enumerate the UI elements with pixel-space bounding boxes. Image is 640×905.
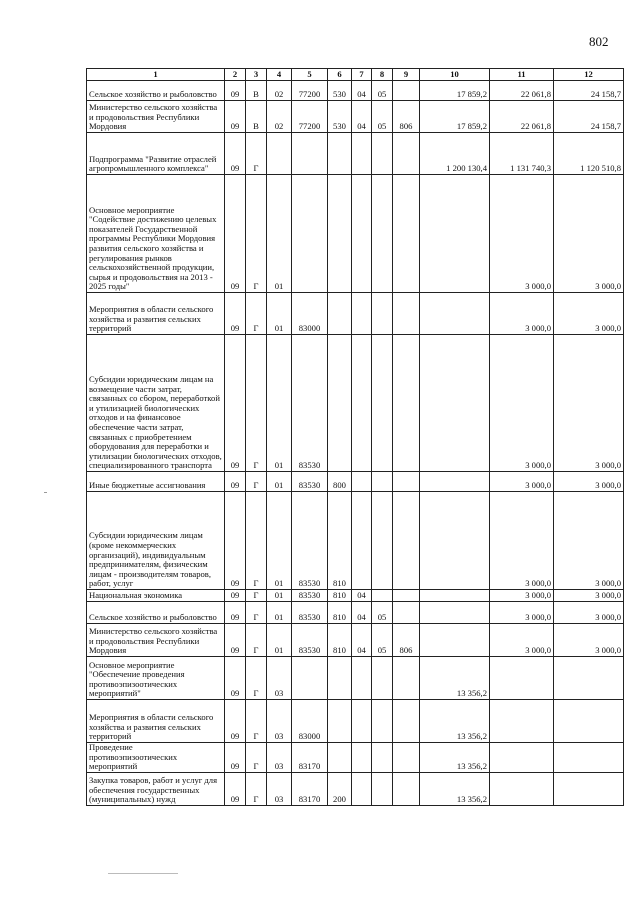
row-name: Сельское хозяйство и рыболовство <box>87 602 225 624</box>
table-row <box>87 175 624 293</box>
cell-c10: 17 859,2 <box>420 101 490 133</box>
cell-c11: 3 000,0 <box>490 175 554 293</box>
table-row <box>87 492 624 590</box>
cell-c4: 01 <box>267 293 292 335</box>
cell-c6: 530 <box>328 101 352 133</box>
cell-c2: 09 <box>225 101 246 133</box>
cell-c9 <box>393 335 420 472</box>
cell-c11: 1 131 740,3 <box>490 133 554 175</box>
cell-c2: 09 <box>225 81 246 101</box>
cell-c12: 3 000,0 <box>554 335 624 472</box>
cell-c5: 83000 <box>292 700 328 743</box>
cell-c3: Г <box>246 492 267 590</box>
cell-c11 <box>490 700 554 743</box>
cell-c12: 3 000,0 <box>554 602 624 624</box>
column-header: 9 <box>393 69 420 81</box>
cell-c5: 83530 <box>292 472 328 492</box>
cell-c9 <box>393 743 420 773</box>
column-header: 3 <box>246 69 267 81</box>
table-row <box>87 772 624 805</box>
cell-c3: Г <box>246 590 267 602</box>
cell-c7: 04 <box>352 81 372 101</box>
cell-c12 <box>554 700 624 743</box>
row-name: Национальная экономика <box>87 590 225 602</box>
row-name: Иные бюджетные ассигнования <box>87 472 225 492</box>
cell-c7: 04 <box>352 624 372 657</box>
cell-c6 <box>328 700 352 743</box>
table-row <box>87 700 624 743</box>
cell-c10 <box>420 590 490 602</box>
cell-c12: 1 120 510,8 <box>554 133 624 175</box>
cell-c7 <box>352 133 372 175</box>
row-name: Основное мероприятие "Содействие достижению целевых показателей Государственной программы Республики Мордовия развития сельского хозяйства и регулирования рынков сельскохозяйственной продукции, сырья и продовольствия на 2013 - 2025 годы" <box>87 175 225 293</box>
table-row <box>87 624 624 657</box>
cell-c7: 04 <box>352 590 372 602</box>
cell-c9 <box>393 293 420 335</box>
cell-c6 <box>328 133 352 175</box>
cell-c4: 01 <box>267 472 292 492</box>
cell-c5: 83000 <box>292 293 328 335</box>
cell-c8 <box>372 700 393 743</box>
cell-c3: Г <box>246 602 267 624</box>
cell-c2: 09 <box>225 743 246 773</box>
cell-c5: 83170 <box>292 772 328 805</box>
cell-c2: 09 <box>225 492 246 590</box>
column-header: 8 <box>372 69 393 81</box>
cell-c12: 3 000,0 <box>554 175 624 293</box>
column-header: 12 <box>554 69 624 81</box>
cell-c2: 09 <box>225 472 246 492</box>
cell-c8 <box>372 293 393 335</box>
cell-c8 <box>372 772 393 805</box>
cell-c5: 83530 <box>292 590 328 602</box>
cell-c6 <box>328 657 352 700</box>
cell-c5 <box>292 133 328 175</box>
cell-c4 <box>267 133 292 175</box>
cell-c10: 13 356,2 <box>420 772 490 805</box>
cell-c12: 3 000,0 <box>554 624 624 657</box>
cell-c3: В <box>246 101 267 133</box>
cell-c9 <box>393 602 420 624</box>
cell-c10: 13 356,2 <box>420 743 490 773</box>
cell-c6 <box>328 293 352 335</box>
cell-c9 <box>393 81 420 101</box>
cell-c4: 03 <box>267 657 292 700</box>
cell-c9 <box>393 657 420 700</box>
cell-c7 <box>352 175 372 293</box>
cell-c11: 3 000,0 <box>490 624 554 657</box>
column-header: 1 <box>87 69 225 81</box>
cell-c2: 09 <box>225 602 246 624</box>
scan-mark <box>44 492 47 493</box>
cell-c7 <box>352 700 372 743</box>
cell-c9 <box>393 175 420 293</box>
cell-c12: 24 158,7 <box>554 101 624 133</box>
cell-c5 <box>292 657 328 700</box>
cell-c4: 01 <box>267 590 292 602</box>
cell-c3: Г <box>246 293 267 335</box>
row-name: Проведение противоэпизоотических мероприятий <box>87 743 225 773</box>
cell-c5: 83530 <box>292 335 328 472</box>
cell-c2: 09 <box>225 700 246 743</box>
cell-c4: 03 <box>267 700 292 743</box>
cell-c5: 83530 <box>292 624 328 657</box>
cell-c10 <box>420 472 490 492</box>
cell-c9: 806 <box>393 101 420 133</box>
column-header: 5 <box>292 69 328 81</box>
cell-c5: 77200 <box>292 101 328 133</box>
table-row <box>87 602 624 624</box>
cell-c7 <box>352 335 372 472</box>
table-row <box>87 472 624 492</box>
cell-c10 <box>420 492 490 590</box>
column-header: 7 <box>352 69 372 81</box>
scan-mark <box>108 873 178 874</box>
cell-c2: 09 <box>225 772 246 805</box>
row-name: Закупка товаров, работ и услуг для обеспечения государственных (муниципальных) нужд <box>87 772 225 805</box>
cell-c2: 09 <box>225 590 246 602</box>
cell-c2: 09 <box>225 335 246 472</box>
cell-c9: 806 <box>393 624 420 657</box>
cell-c9 <box>393 492 420 590</box>
cell-c9 <box>393 772 420 805</box>
cell-c6: 810 <box>328 602 352 624</box>
cell-c6: 810 <box>328 492 352 590</box>
cell-c7: 04 <box>352 602 372 624</box>
column-header: 11 <box>490 69 554 81</box>
cell-c3: Г <box>246 335 267 472</box>
cell-c12 <box>554 772 624 805</box>
row-name: Мероприятия в области сельского хозяйства и развития сельских территорий <box>87 293 225 335</box>
cell-c3: В <box>246 81 267 101</box>
cell-c4: 02 <box>267 101 292 133</box>
cell-c4: 03 <box>267 772 292 805</box>
table-row <box>87 590 624 602</box>
cell-c8 <box>372 492 393 590</box>
cell-c4: 01 <box>267 492 292 590</box>
cell-c11 <box>490 743 554 773</box>
cell-c11: 3 000,0 <box>490 472 554 492</box>
cell-c2: 09 <box>225 657 246 700</box>
cell-c5 <box>292 175 328 293</box>
cell-c11: 3 000,0 <box>490 602 554 624</box>
column-header: 4 <box>267 69 292 81</box>
budget-table <box>86 68 624 806</box>
cell-c4: 01 <box>267 175 292 293</box>
cell-c8: 05 <box>372 602 393 624</box>
cell-c8 <box>372 175 393 293</box>
cell-c3: Г <box>246 133 267 175</box>
cell-c5: 83170 <box>292 743 328 773</box>
column-header: 2 <box>225 69 246 81</box>
cell-c7 <box>352 293 372 335</box>
cell-c6: 810 <box>328 590 352 602</box>
table-row <box>87 81 624 101</box>
cell-c9 <box>393 133 420 175</box>
cell-c8: 05 <box>372 624 393 657</box>
cell-c12 <box>554 657 624 700</box>
table-row <box>87 657 624 700</box>
row-name: Основное мероприятие "Обеспечение проведения противоэпизоотических мероприятий" <box>87 657 225 700</box>
cell-c3: Г <box>246 472 267 492</box>
cell-c12: 3 000,0 <box>554 492 624 590</box>
cell-c7 <box>352 772 372 805</box>
cell-c9 <box>393 590 420 602</box>
cell-c10: 17 859,2 <box>420 81 490 101</box>
cell-c11: 22 061,8 <box>490 101 554 133</box>
cell-c2: 09 <box>225 624 246 657</box>
cell-c11: 3 000,0 <box>490 335 554 472</box>
cell-c5: 83530 <box>292 492 328 590</box>
table-row <box>87 335 624 472</box>
column-header: 6 <box>328 69 352 81</box>
cell-c7 <box>352 657 372 700</box>
cell-c4: 01 <box>267 624 292 657</box>
cell-c3: Г <box>246 700 267 743</box>
table-row <box>87 743 624 773</box>
cell-c5: 77200 <box>292 81 328 101</box>
cell-c8: 05 <box>372 101 393 133</box>
cell-c10 <box>420 602 490 624</box>
cell-c8 <box>372 743 393 773</box>
cell-c7: 04 <box>352 101 372 133</box>
cell-c12: 24 158,7 <box>554 81 624 101</box>
cell-c3: Г <box>246 657 267 700</box>
cell-c2: 09 <box>225 175 246 293</box>
cell-c8 <box>372 133 393 175</box>
table-row <box>87 101 624 133</box>
cell-c12: 3 000,0 <box>554 590 624 602</box>
cell-c8 <box>372 472 393 492</box>
cell-c7 <box>352 743 372 773</box>
cell-c4: 02 <box>267 81 292 101</box>
row-name: Подпрограмма "Развитие отраслей агропромышленного комплекса" <box>87 133 225 175</box>
cell-c6: 530 <box>328 81 352 101</box>
cell-c11 <box>490 772 554 805</box>
row-name: Субсидии юридическим лицам (кроме некоммерческих организаций), индивидуальным предпринимателям, физическим лицам - производителям товаров, работ, услуг <box>87 492 225 590</box>
cell-c10 <box>420 175 490 293</box>
cell-c11: 3 000,0 <box>490 293 554 335</box>
cell-c6 <box>328 743 352 773</box>
header-row <box>87 69 624 81</box>
cell-c12: 3 000,0 <box>554 472 624 492</box>
row-name: Министерство сельского хозяйства и продовольствия Республики Мордовия <box>87 101 225 133</box>
page-number: 802 <box>589 34 609 49</box>
cell-c9 <box>393 472 420 492</box>
cell-c4: 03 <box>267 743 292 773</box>
cell-c9 <box>393 700 420 743</box>
cell-c10 <box>420 335 490 472</box>
cell-c8 <box>372 657 393 700</box>
cell-c8: 05 <box>372 81 393 101</box>
cell-c10: 13 356,2 <box>420 657 490 700</box>
cell-c6: 200 <box>328 772 352 805</box>
cell-c3: Г <box>246 624 267 657</box>
cell-c2: 09 <box>225 133 246 175</box>
cell-c6 <box>328 175 352 293</box>
row-name: Сельское хозяйство и рыболовство <box>87 81 225 101</box>
cell-c12: 3 000,0 <box>554 293 624 335</box>
cell-c6: 810 <box>328 624 352 657</box>
row-name: Мероприятия в области сельского хозяйства и развития сельских территорий <box>87 700 225 743</box>
cell-c12 <box>554 743 624 773</box>
cell-c7 <box>352 472 372 492</box>
cell-c6: 800 <box>328 472 352 492</box>
cell-c10 <box>420 293 490 335</box>
cell-c4: 01 <box>267 602 292 624</box>
cell-c11: 3 000,0 <box>490 492 554 590</box>
column-header: 10 <box>420 69 490 81</box>
cell-c3: Г <box>246 175 267 293</box>
row-name: Субсидии юридическим лицам на возмещение части затрат, связанных со сбором, переработкой и утилизацией биологических отходов и на финансовое обеспечение части затрат, связанных с приобретением оборудования для переработки и утилизации биологических отходов, специализированного транспорта <box>87 335 225 472</box>
table-row <box>87 293 624 335</box>
row-name: Министерство сельского хозяйства и продовольствия Республики Мордовия <box>87 624 225 657</box>
cell-c11 <box>490 657 554 700</box>
cell-c10: 13 356,2 <box>420 700 490 743</box>
cell-c6 <box>328 335 352 472</box>
cell-c10: 1 200 130,4 <box>420 133 490 175</box>
cell-c4: 01 <box>267 335 292 472</box>
cell-c11: 3 000,0 <box>490 590 554 602</box>
table-row <box>87 133 624 175</box>
cell-c3: Г <box>246 743 267 773</box>
cell-c5: 83530 <box>292 602 328 624</box>
cell-c11: 22 061,8 <box>490 81 554 101</box>
cell-c8 <box>372 335 393 472</box>
cell-c10 <box>420 624 490 657</box>
cell-c8 <box>372 590 393 602</box>
cell-c2: 09 <box>225 293 246 335</box>
cell-c3: Г <box>246 772 267 805</box>
cell-c7 <box>352 492 372 590</box>
